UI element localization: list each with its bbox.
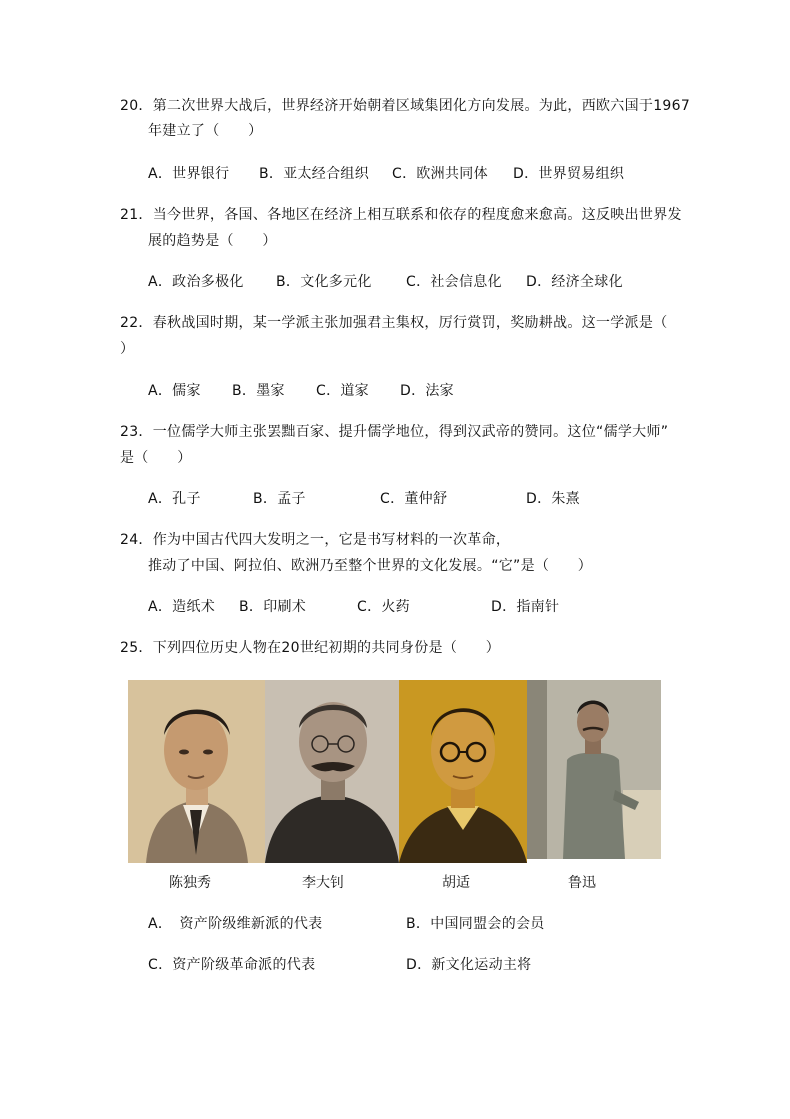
q25-option-d[interactable]: D．新文化运动主将: [406, 957, 532, 973]
portrait-hu-shi: [399, 680, 527, 863]
portrait-chen-duxiu: [128, 680, 265, 863]
q20-option-b[interactable]: B．亚太经合组织: [259, 166, 370, 182]
q22-option-a[interactable]: A．儒家: [148, 383, 201, 399]
q25-stem: 25．下列四位历史人物在20世纪初期的共同身份是（ ）: [120, 640, 501, 656]
q24-option-c[interactable]: C．火药: [357, 599, 410, 615]
caption-lu-xun: 鲁迅: [568, 875, 596, 891]
q25-option-c[interactable]: C．资产阶级革命派的代表: [148, 957, 316, 973]
q20-option-a[interactable]: A．世界银行: [148, 166, 230, 182]
q23-stem-cont: 是（ ）: [120, 450, 192, 466]
q24-stem: 24．作为中国古代四大发明之一，它是书写材料的一次革命，: [120, 532, 511, 548]
q20-stem: 20．第二次世界大战后，世界经济开始朝着区域集团化方向发展。为此，西欧六国于1967: [120, 98, 691, 114]
q25-option-a[interactable]: A． 资产阶级维新派的代表: [148, 916, 323, 932]
portrait-li-dazhao: [265, 680, 399, 863]
q23-option-d[interactable]: D．朱熹: [526, 491, 580, 507]
q21-stem: 21．当今世界，各国、各地区在经济上相互联系和依存的程度愈来愈高。这反映出世界发: [120, 207, 682, 223]
caption-hu-shi: 胡适: [442, 875, 470, 891]
q23-option-a[interactable]: A．孔子: [148, 491, 201, 507]
q21-stem-cont: 展的趋势是（ ）: [148, 233, 277, 249]
q20-option-c[interactable]: C．欧洲共同体: [392, 166, 488, 182]
q21-option-a[interactable]: A．政治多极化: [148, 274, 244, 290]
q23-stem: 23．一位儒学大师主张罢黜百家、提升儒学地位，得到汉武帝的赞同。这位“儒学大师”: [120, 424, 669, 440]
q22-option-c[interactable]: C．道家: [316, 383, 369, 399]
q22-option-b[interactable]: B．墨家: [232, 383, 285, 399]
q25-option-b[interactable]: B．中国同盟会的会员: [406, 916, 545, 932]
q20-stem-cont: 年建立了（ ）: [148, 123, 263, 139]
q21-option-b[interactable]: B．文化多元化: [276, 274, 372, 290]
caption-li-dazhao: 李大钊: [302, 875, 344, 891]
caption-chen-duxiu: 陈独秀: [169, 875, 211, 891]
q22-stem: 22．春秋战国时期，某一学派主张加强君主集权，厉行赏罚，奖励耕战。这一学派是（: [120, 315, 668, 331]
q24-option-b[interactable]: B．印刷术: [239, 599, 307, 615]
q20-option-d[interactable]: D．世界贸易组织: [513, 166, 625, 182]
q21-option-d[interactable]: D．经济全球化: [526, 274, 623, 290]
q24-option-d[interactable]: D．指南针: [491, 599, 560, 615]
q22-option-d[interactable]: D．法家: [400, 383, 454, 399]
portrait-lu-xun: [527, 680, 661, 859]
q24-stem-cont: 推动了中国、阿拉伯、欧洲乃至整个世界的文化发展。“它”是（ ）: [148, 558, 593, 574]
q21-option-c[interactable]: C．社会信息化: [406, 274, 502, 290]
q23-option-b[interactable]: B．孟子: [253, 491, 306, 507]
q22-stem-cont: ）: [120, 341, 135, 357]
q23-option-c[interactable]: C．董仲舒: [380, 491, 448, 507]
q24-option-a[interactable]: A．造纸术: [148, 599, 216, 615]
